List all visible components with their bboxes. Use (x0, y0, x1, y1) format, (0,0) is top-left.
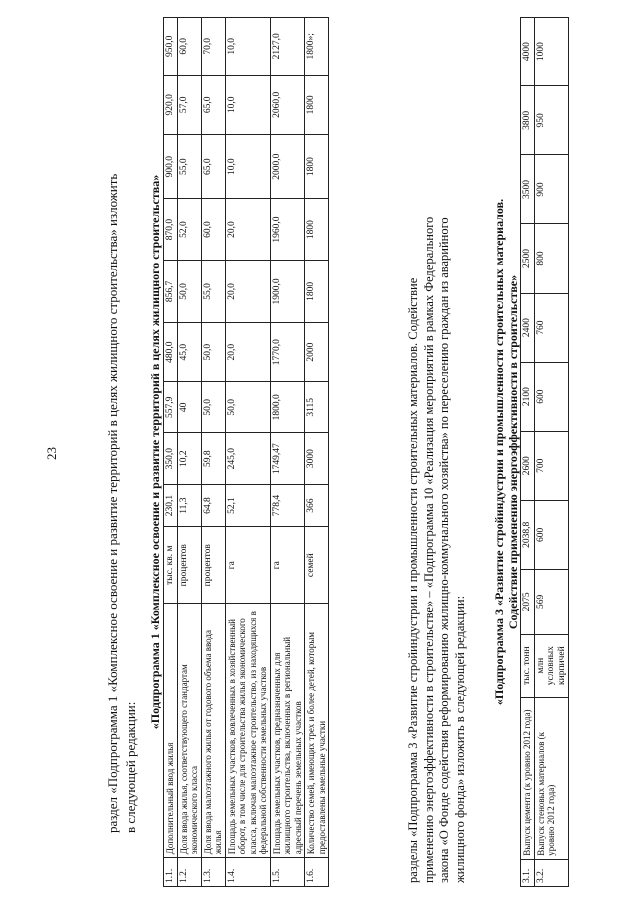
value-cell: 20,0 (225, 322, 270, 382)
value-cell: 52,0 (177, 199, 201, 261)
row-index: 1.4. (225, 858, 270, 887)
middle-text-line-1: разделы «Подпрограмма 3 «Развитие стройиндустрии и промышленности строительных материалов. Содействие (406, 277, 420, 883)
row-index: 1.1. (164, 858, 178, 887)
value-cell: 2060,0 (270, 75, 305, 135)
value-cell: 10,2 (177, 433, 201, 485)
indicator-name: Площадь земельных участков, предназначенных для жилищного строительства, включенных в региональный адресный перечень земельных участков (270, 604, 305, 858)
table-title-line-2: Содействие применению энергоэффективности в строительстве» (506, 274, 520, 630)
value-cell: 52,1 (225, 485, 270, 527)
value-cell: 57,0 (177, 75, 201, 135)
value-cell: 900 (534, 155, 569, 224)
table-title-row (492, 18, 521, 887)
value-cell: 3800 (521, 86, 535, 155)
row-index: 1.2. (177, 858, 201, 887)
intro-text-line-2: в следующей редакции: (123, 701, 138, 833)
table-row (201, 18, 225, 887)
value-cell: 2400 (521, 293, 535, 362)
value-cell: 1900,0 (270, 261, 305, 323)
middle-text-line-3: закона «О Фонде содействия реформированию жилищно-коммунального хозяйства» по переселению граждан из аварийного (437, 217, 451, 883)
value-cell: 10,0 (225, 18, 270, 76)
table-row (534, 18, 569, 887)
unit-cell: га (270, 527, 305, 604)
unit-cell: процентов (201, 527, 225, 604)
value-cell: 1800»; (305, 18, 329, 76)
value-cell: 870,0 (164, 199, 178, 261)
value-cell: 50,0 (225, 382, 270, 433)
value-cell: 55,0 (177, 135, 201, 199)
value-cell: 2500 (521, 224, 535, 293)
value-cell: 569 (534, 569, 569, 634)
middle-paragraph (406, 17, 468, 883)
unit-cell: семей (305, 527, 329, 604)
middle-text-line-4: жилищного фонда» изложить в следующей редакции: (452, 595, 467, 883)
value-cell: 2600 (521, 431, 535, 500)
intro-text-line-1: раздел «Подпрограмма 1 «Комплексное освоение и развитие территорий в целях жилищного строительства» изложить (105, 173, 120, 833)
value-cell: 800 (534, 224, 569, 293)
value-cell: 10,0 (225, 135, 270, 199)
value-cell: 40 (177, 382, 201, 433)
table-row (521, 18, 535, 887)
value-cell: 1800 (305, 135, 329, 199)
value-cell: 60,0 (177, 18, 201, 76)
table-row (225, 18, 270, 887)
value-cell: 1800 (305, 261, 329, 323)
value-cell: 480,0 (164, 322, 178, 382)
value-cell: 1800 (305, 199, 329, 261)
value-cell: 2100 (521, 362, 535, 431)
value-cell: 3000 (305, 433, 329, 485)
value-cell: 55,0 (201, 261, 225, 323)
value-cell: 920,0 (164, 75, 178, 135)
value-cell: 2075 (521, 569, 535, 634)
value-cell: 70,0 (201, 18, 225, 76)
value-cell: 50,0 (201, 382, 225, 433)
value-cell: 900,0 (164, 135, 178, 199)
value-cell: 1000 (534, 18, 569, 86)
row-index: 1.6. (305, 858, 329, 887)
value-cell: 2038,8 (521, 500, 535, 569)
value-cell: 11,3 (177, 485, 201, 527)
value-cell: 50,0 (177, 261, 201, 323)
indicator-name: Доля ввода жилья, соответствующего стандартам экономического класса (177, 604, 201, 858)
table-row (305, 18, 329, 887)
indicator-name: Выпуск стеновых материалов (к уровню 2012 года) (534, 697, 569, 859)
value-cell: 778,4 (270, 485, 305, 527)
value-cell: 600 (534, 500, 569, 569)
value-cell: 65,0 (201, 135, 225, 199)
unit-cell: га (225, 527, 270, 604)
value-cell: 2000,0 (270, 135, 305, 199)
value-cell: 350,0 (164, 433, 178, 485)
value-cell: 64,8 (201, 485, 225, 527)
value-cell: 10,0 (225, 75, 270, 135)
value-cell: 1800,0 (270, 382, 305, 433)
indicator-name: Доля ввода малоэтажного жилья от годового объема ввода жилья (201, 604, 225, 858)
value-cell: 4000 (521, 18, 535, 86)
row-index: 1.5. (270, 858, 305, 887)
value-cell: 1800 (305, 75, 329, 135)
value-cell: 245,0 (225, 433, 270, 485)
value-cell: 950,0 (164, 18, 178, 76)
indicator-name: Количество семей, имеющих трех и более детей, которым предоставлены земельные участки (305, 604, 329, 858)
table-title (492, 18, 521, 887)
page-number: 23 (44, 447, 59, 460)
value-cell: 230,1 (164, 485, 178, 527)
unit-cell: тыс. кв. м (164, 527, 178, 604)
value-cell: 700 (534, 431, 569, 500)
indicator-name: Дополнительный ввод жилья (164, 604, 178, 858)
value-cell: 3115 (305, 382, 329, 433)
value-cell: 20,0 (225, 199, 270, 261)
unit-cell: тыс. тонн (521, 634, 535, 697)
value-cell: 600 (534, 362, 569, 431)
value-cell: 20,0 (225, 261, 270, 323)
value-cell: 366 (305, 485, 329, 527)
value-cell: 50,0 (201, 322, 225, 382)
value-cell: 45,0 (177, 322, 201, 382)
table-row (164, 18, 178, 887)
middle-text-line-2: применению энергоэффективности в строительстве» – «Подпрограмма 10 «Реализация мероприятий в рамках Федерального (421, 216, 436, 883)
row-index: 1.3. (201, 858, 225, 887)
value-cell: 2127,0 (270, 18, 305, 76)
value-cell: 950 (534, 86, 569, 155)
value-cell: 2000 (305, 322, 329, 382)
table-title-row (148, 18, 164, 887)
row-index: 3.2. (534, 859, 569, 886)
indicator-name: Площадь земельных участков, вовлеченных в хозяйственный оборот, в том числе для строительства жилья экономического класса, включая малоэтажное строительство, из находящихся в федеральной собственности земельных участков (225, 604, 270, 858)
value-cell: 856,7 (164, 261, 178, 323)
value-cell: 65,0 (201, 75, 225, 135)
table-row (270, 18, 305, 887)
value-cell: 59,8 (201, 433, 225, 485)
value-cell: 760 (534, 293, 569, 362)
value-cell: 1770,0 (270, 322, 305, 382)
value-cell: 1960,0 (270, 199, 305, 261)
value-cell: 557,9 (164, 382, 178, 433)
subprogram-1-table (148, 17, 329, 887)
table-row (177, 18, 201, 887)
table-title-line-1: «Подпрограмма 3 «Развитие стройиндустрии и промышленности строительных материалов. (492, 198, 506, 706)
subprogram-3-table (492, 17, 569, 887)
unit-cell: процентов (177, 527, 201, 604)
value-cell: 60,0 (201, 199, 225, 261)
row-index: 3.1. (521, 859, 535, 886)
value-cell: 1749,47 (270, 433, 305, 485)
value-cell: 3500 (521, 155, 535, 224)
indicator-name: Выпуск цемента (к уровню 2012 года) (521, 697, 535, 859)
unit-cell: млн условных кирпичей (534, 634, 569, 697)
table-title: «Подпрограмма 1 «Комплексное освоение и развитие территорий в целях жилищного строительства» (148, 18, 164, 887)
